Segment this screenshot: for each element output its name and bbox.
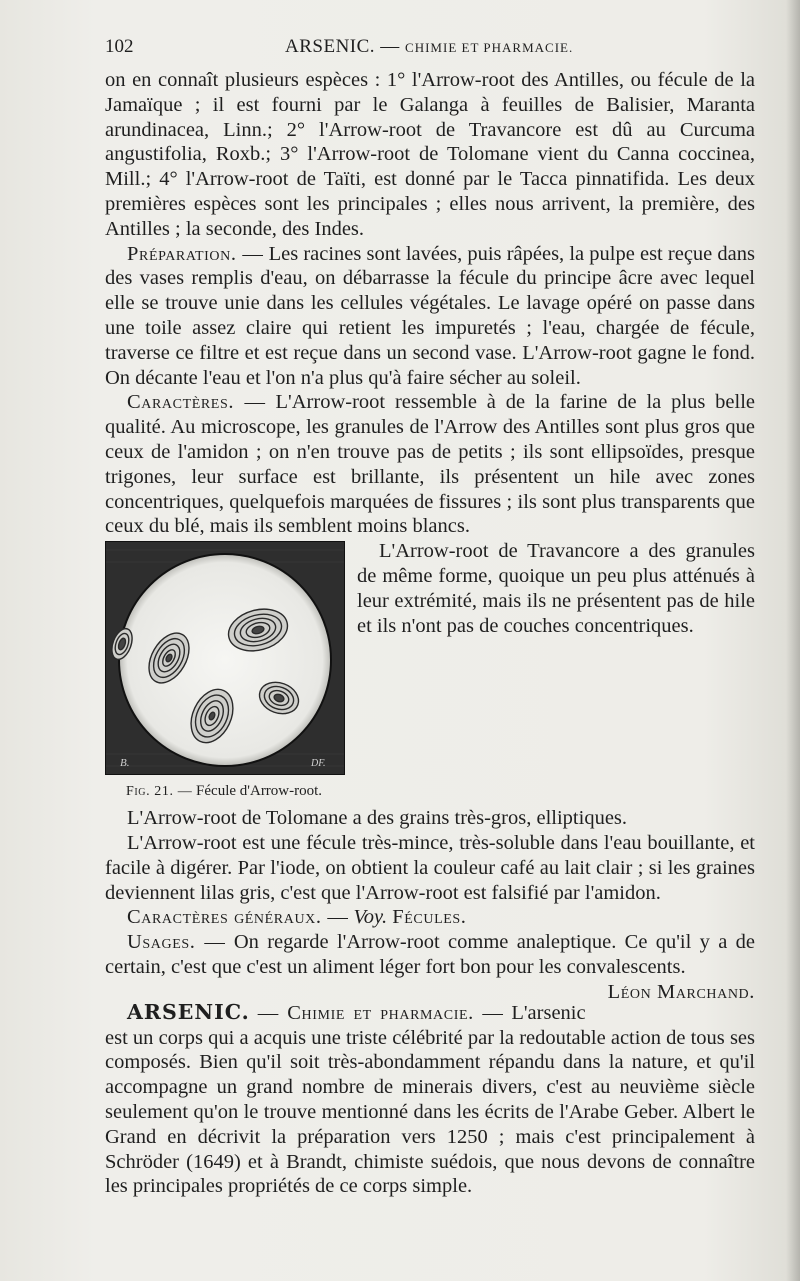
figure-caption (105, 779, 343, 804)
caracteres-label: Caractères. — (127, 391, 266, 414)
paragraph-usages (105, 930, 755, 1003)
paragraph-species: on en connaît plusieurs espèces : 1° l'Arrow-root des Antilles, ou fécule de la Jamaïque ; il est fourni par le Galanga à feuilles de Balisier, Maranta arundinacea, Linn.; 2° l'Arrow-root de Travancore est dû au Curcuma angustifolia, Roxb.; 3° l'Arrow-root de Tolomane vient du Canna coccinea, Mill.; 4° l'Arrow-root de Taïti, est donné par le Tacca pinnatifida. Les deux premières espèces sont les principales ; elles nous arrivent, la première, des Antilles ; la seconde, des Indes. (105, 69, 755, 240)
arsenic-text: L'arsenic est un corps qui a acquis une triste célébrité par la redoutable action de tous ses composés. Bien qu'il soit très-abondamment répandu dans la nature, et qu'il accompagne un grand nombre de minerais divers, c'est au neuvième siècle seulement qu'on le trouve mentionné dans les écrits de l'Arabe Geber. Albert le Grand en décrivit la préparation vers 1250 ; mais c'est principalement à Schröder (1649) et à Brandt, chimiste suédois, que nous devons de connaître les principales propriétés de ce corps simple. (105, 1001, 755, 1198)
paragraph-tolomane: L'Arrow-root de Tolomane a des grains très-gros, elliptiques. (127, 807, 628, 830)
figure-caption-label: Fig. 21. — (125, 784, 193, 800)
arsenic-entry-sub: — Chimie et pharmacie. — (257, 1001, 504, 1024)
figure-21 (105, 541, 343, 804)
page-spine-shadow (786, 0, 800, 1281)
page-header (105, 32, 755, 60)
running-head-sub: CHIMIE ET PHARMACIE. (405, 40, 574, 55)
engraver-mark-right: DF. (311, 758, 326, 770)
preparation-text: Les racines sont lavées, puis râpées, la pulpe est reçue dans des vases remplis d'eau, on débarrasse la fécule du principe âcre avec lequel elle se trouve unie dans les cellules végétales. Le lavage opéré on passe dans une toile assez claire qui retient les impuretés ; l'eau, chargée de fécule, traverse ce filtre et est reçue dans un second vase. L'Arrow-root gagne le fond. On décante l'eau et l'on n'a plus qu'à faire sécher au soleil. (105, 242, 756, 389)
arsenic-entry-title: ARSENIC. (127, 999, 250, 1024)
paragraph-caracteres (105, 390, 755, 539)
main-text (105, 68, 755, 1199)
caracteres-text: L'Arrow-root ressemble à de la farine de la plus belle qualité. Au microscope, les granules de l'Arrow des Antilles sont plus gros que ceux de l'amidon ; on n'en trouve pas de petits ; ils sont ellipsoïdes, presque trigones, leur surface est brillante, ils présentent un hile avec zones concentriques, quelquefois marquées de fissures ; ils sont plus transparents que ceux du blé, mais ils semblent moins blancs. (105, 391, 756, 538)
generaux-ref: Fécules. (392, 906, 467, 929)
running-head-main: ARSENIC. — (285, 36, 400, 57)
microscope-illustration (105, 541, 345, 775)
paragraph-travancore: L'Arrow-root de Travancore a des granules de même forme, quoique un peu plus atténués à leur extrémité, mais ils ne présentent pas de hile et ils n'ont pas de couches concentriques. (357, 540, 755, 637)
running-head (285, 36, 573, 58)
page-number: 102 (105, 36, 134, 57)
preparation-label: Préparation. — (127, 242, 264, 265)
author-signature: Léon Marchand. (607, 980, 755, 1003)
paragraph-fecule: L'Arrow-root est une fécule très-mince, très-soluble dans l'eau bouillante, et facile à digérer. Par l'iode, on obtient la couleur café au lait clair ; si les graines deviennent lilas gris, c'est que l'Arrow-root est falsifié par l'amidon. (105, 831, 755, 904)
usages-label: Usages. — (127, 931, 226, 954)
paragraph-caracteres-generaux (105, 905, 755, 930)
figure-caption-text: Fécule d'Arrow-root. (196, 783, 323, 800)
paragraph-arsenic (105, 1000, 755, 1199)
engraver-mark-left: B. (120, 757, 130, 770)
generaux-label: Caractères généraux. — (127, 906, 349, 929)
starch-granules-drawing (106, 542, 344, 774)
paragraph-preparation (105, 242, 755, 391)
generaux-voy: Voy. (353, 906, 388, 929)
usages-text: On regarde l'Arrow-root comme analeptique. Ce qu'il y a de certain, c'est que c'est un aliment léger fort bon pour les convalescents. (105, 931, 755, 978)
